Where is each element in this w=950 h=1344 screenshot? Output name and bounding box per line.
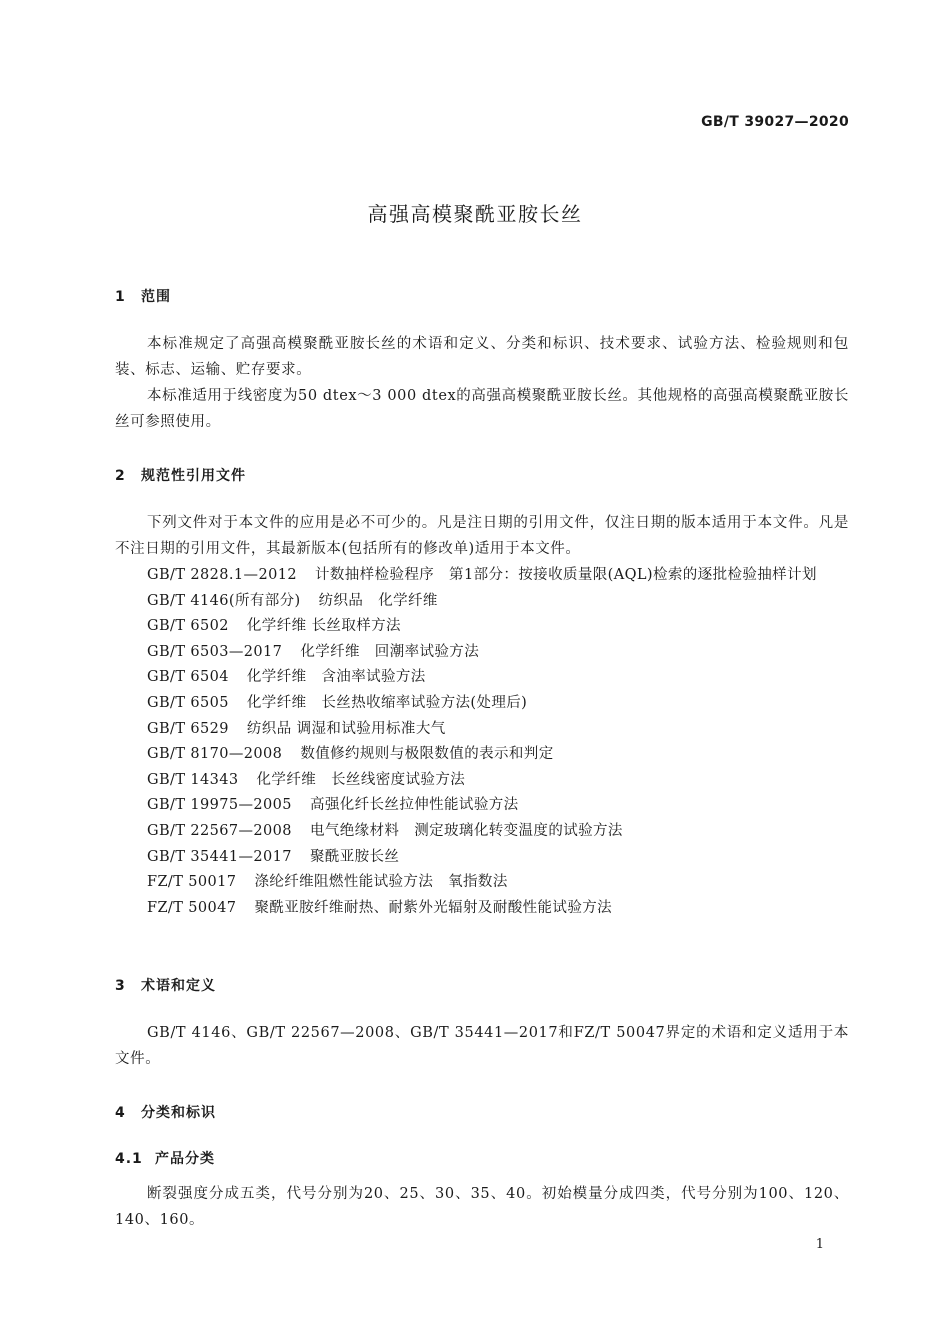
- reference-title: 聚酰亚胺纤维耐热、耐紫外光辐射及耐酸性能试验方法: [254, 899, 613, 916]
- reference-title: 数值修约规则与极限数值的表示和判定: [300, 746, 554, 763]
- section-number: 2: [115, 468, 126, 484]
- standard-number: GB/T 39027—2020: [701, 114, 849, 130]
- reference-title: 化学纤维 含油率试验方法: [246, 669, 426, 686]
- section-title: 分类和标识: [141, 1105, 216, 1121]
- reference-title: 化学纤维 长丝热收缩率试验方法(处理后): [246, 694, 528, 711]
- reference-code: FZ/T 50017: [147, 874, 237, 891]
- reference-code: GB/T 4146(所有部分): [147, 592, 301, 609]
- reference-code: GB/T 6505: [147, 694, 229, 711]
- reference-item: [115, 640, 849, 666]
- reference-title: 纺织品 化学纤维: [318, 592, 438, 609]
- reference-title: 聚酰亚胺长丝: [309, 848, 400, 865]
- document-title: 高强高模聚酰亚胺长丝: [367, 202, 583, 226]
- terms-paragraph: GB/T 4146、GB/T 22567—2008、GB/T 35441—2017和FZ/T 50047界定的术语和定义适用于本文件。: [115, 1025, 849, 1067]
- reference-code: GB/T 14343: [147, 771, 239, 788]
- reference-code: GB/T 35441—2017: [147, 848, 292, 865]
- reference-title: 电气绝缘材料 测定玻璃化转变温度的试验方法: [309, 822, 623, 839]
- section-heading-scope: [115, 286, 171, 306]
- reference-title: 涤纶纤维阻燃性能试验方法 氧指数法: [254, 874, 508, 891]
- subsection-number: 4.1: [115, 1151, 143, 1167]
- section-title: 范围: [141, 289, 171, 305]
- reference-item: [115, 819, 849, 845]
- reference-title: 高强化纤长丝拉伸性能试验方法: [309, 797, 519, 814]
- reference-item: [115, 589, 849, 615]
- product-classification-paragraph: 断裂强度分成五类，代号分别为20、25、30、35、40。初始模量分成四类，代号分别为100、120、140、160。: [115, 1186, 849, 1228]
- reference-code: GB/T 6502: [147, 618, 229, 635]
- reference-code: GB/T 8170—2008: [147, 746, 283, 763]
- reference-item: [115, 742, 849, 768]
- reference-code: GB/T 6503—2017: [147, 643, 283, 660]
- reference-item: [115, 614, 849, 640]
- reference-item: [115, 768, 849, 794]
- reference-item: [115, 896, 849, 922]
- reference-code: GB/T 19975—2005: [147, 797, 292, 814]
- reference-item: [115, 665, 849, 691]
- reference-list: [115, 563, 849, 921]
- section-title: 规范性引用文件: [141, 468, 246, 484]
- reference-item: [115, 717, 849, 743]
- reference-title: 化学纤维 长丝取样方法: [246, 618, 401, 635]
- subsection-heading-product-classification: [115, 1148, 215, 1168]
- section-heading-terms: [115, 975, 216, 995]
- reference-title: 化学纤维 长丝线密度试验方法: [256, 771, 466, 788]
- section-number: 3: [115, 978, 126, 994]
- scope-paragraph-1: 本标准规定了高强高模聚酰亚胺长丝的术语和定义、分类和标识、技术要求、试验方法、检验规则和包装、标志、运输、贮存要求。: [115, 336, 849, 378]
- reference-title: 计数抽样检验程序 第1部分：按接收质量限(AQL)检索的逐批检验抽样计划: [314, 567, 817, 583]
- page-number: 1: [815, 1237, 824, 1252]
- reference-title: 化学纤维 回潮率试验方法: [300, 643, 480, 660]
- section-title: 术语和定义: [141, 978, 216, 994]
- reference-code: GB/T 2828.1—2012: [147, 567, 297, 583]
- reference-code: GB/T 6529: [147, 720, 229, 737]
- reference-code: GB/T 22567—2008: [147, 822, 292, 839]
- reference-item: [115, 563, 849, 589]
- section-number: 4: [115, 1105, 126, 1121]
- scope-paragraph-2: 本标准适用于线密度为50 dtex～3 000 dtex的高强高模聚酰亚胺长丝。其他规格的高强高模聚酰亚胺长丝可参照使用。: [115, 388, 849, 430]
- reference-item: [115, 845, 849, 871]
- section-heading-normative-references: [115, 465, 246, 485]
- reference-title: 纺织品 调湿和试验用标准大气: [246, 720, 446, 737]
- subsection-title: 产品分类: [155, 1151, 215, 1167]
- references-intro-paragraph: 下列文件对于本文件的应用是必不可少的。凡是注日期的引用文件，仅注日期的版本适用于本文件。凡是不注日期的引用文件，其最新版本(包括所有的修改单)适用于本文件。: [115, 515, 849, 557]
- reference-code: GB/T 6504: [147, 669, 229, 686]
- reference-item: [115, 793, 849, 819]
- section-number: 1: [115, 289, 126, 305]
- section-heading-classification: [115, 1102, 216, 1122]
- reference-code: FZ/T 50047: [147, 899, 237, 916]
- reference-item: [115, 691, 849, 717]
- reference-item: [115, 870, 849, 896]
